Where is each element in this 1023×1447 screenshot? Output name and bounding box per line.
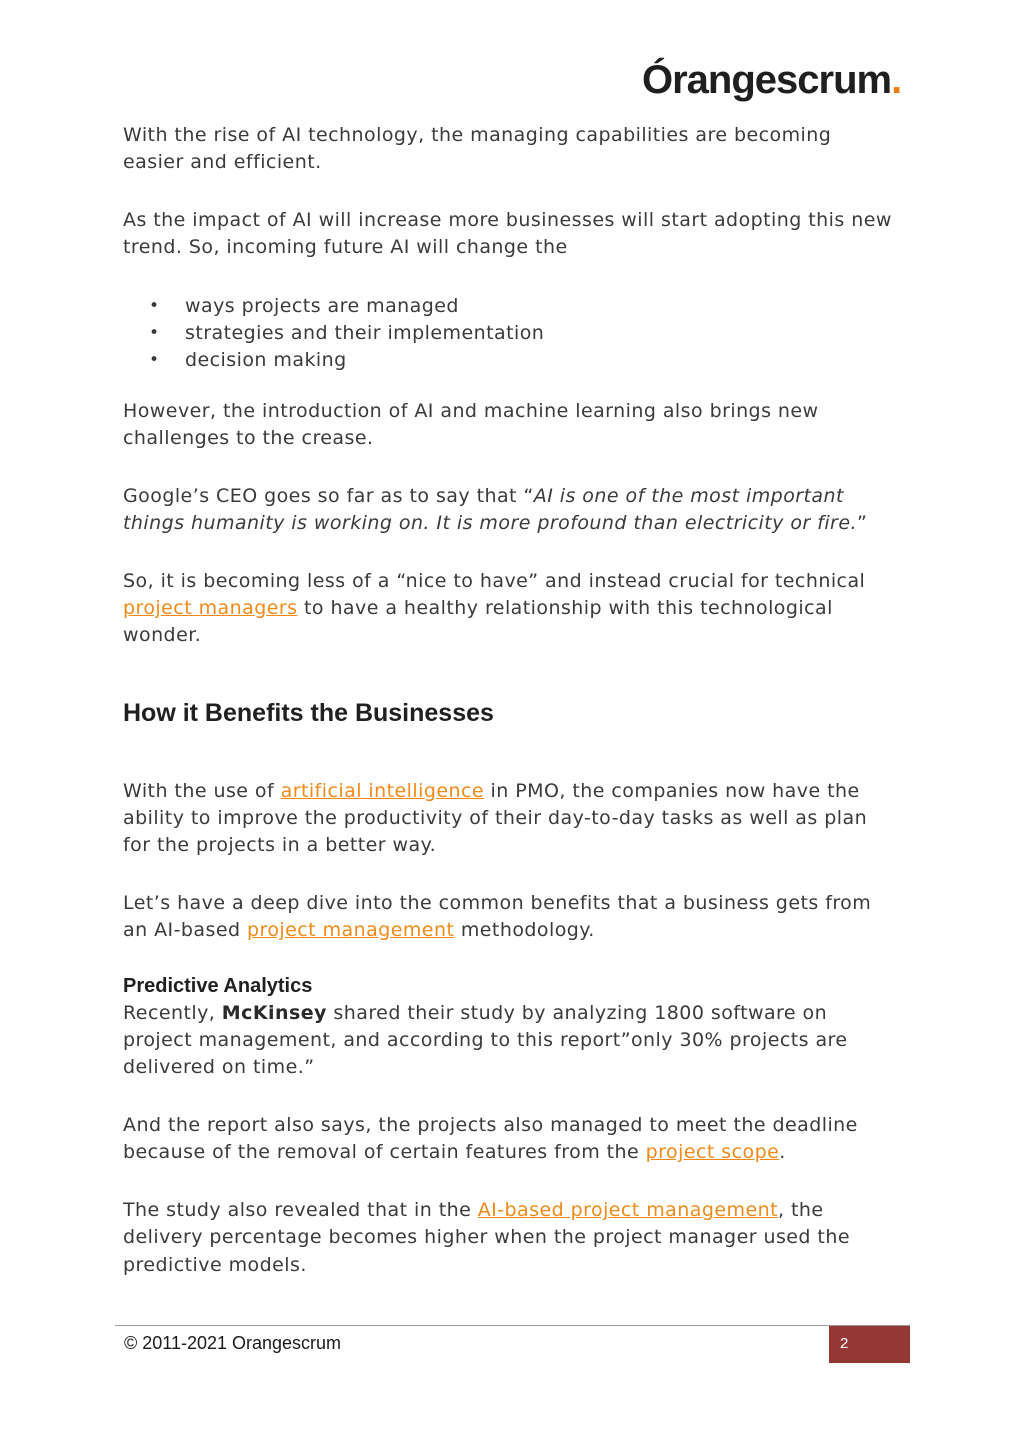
text-span: , the delivery percentage becomes higher when the project manager used the predictive models. (123, 1199, 850, 1276)
document-body (123, 122, 893, 1310)
text-span: in PMO, the companies now have the ability to improve the productivity of their day-to-day tasks as well as plan for the projects in a better way. (123, 779, 868, 857)
artificial-intelligence-link[interactable]: artificial intelligence (280, 779, 485, 802)
paragraph-nice-to-have (123, 568, 893, 650)
footer-divider (115, 1325, 910, 1326)
footer-copyright: © 2011-2021 Orangescrum (124, 1333, 342, 1353)
logo-dot: . (891, 58, 902, 102)
project-managers-link[interactable]: project managers (123, 597, 298, 620)
text-span: The study also revealed that in the (123, 1199, 478, 1222)
text-span: So, it is becoming less of a “nice to have” and instead crucial for technical (123, 569, 866, 592)
section-heading: How it Benefits the Businesses (123, 698, 494, 727)
logo-text: Órangescrum (642, 58, 892, 102)
paragraph-challenges: However, the introduction of AI and machine learning also brings new challenges to the crease. (123, 399, 819, 449)
text-span: methodology. (454, 919, 595, 942)
paragraph-ai-impact: As the impact of AI will increase more businesses will start adopting this new trend. So, incoming future AI will change the (123, 209, 892, 259)
text-span: Recently, (123, 1001, 222, 1024)
paragraph-ai-pmo (123, 778, 893, 860)
project-scope-link[interactable]: project scope (645, 1141, 780, 1164)
paragraph-ai-rise: With the rise of AI technology, the managing capabilities are becoming easier and efficient. (123, 124, 832, 174)
text-span: . (779, 1141, 786, 1164)
text-span: And the report also says, the projects also managed to meet the deadline because of the removal of certain features from the (123, 1114, 858, 1164)
text-span: Let’s have a deep dive into the common benefits that a business gets from an AI-based (123, 892, 872, 942)
text-span: shared their study by analyzing 1800 software on project management, and according to this report”only 30% projects are delivered on time.” (123, 1001, 848, 1079)
paragraph-google-quote (123, 483, 893, 538)
quote-prefix: Google’s CEO goes so far as to say that “ (123, 484, 534, 507)
list-item: • strategies and their implementation (123, 320, 893, 347)
text-span: to have a healthy relationship with this technological wonder. (123, 597, 833, 647)
change-list (123, 293, 893, 375)
quote-suffix: ” (856, 511, 868, 534)
subheading-predictive-analytics: Predictive Analytics (123, 974, 313, 997)
paragraph-deadline (123, 1112, 893, 1167)
mckinsey-bold: McKinsey (221, 1001, 327, 1024)
ai-based-project-management-link[interactable]: AI-based project management (477, 1199, 778, 1222)
page-number: 2 (840, 1335, 849, 1352)
paragraph-mckinsey (123, 1000, 893, 1082)
text-span: With the use of (123, 779, 281, 802)
list-item: • ways projects are managed (123, 293, 893, 320)
paragraph-predictive-models (123, 1197, 893, 1279)
project-management-link[interactable]: project management (246, 919, 455, 942)
list-item: • decision making (123, 347, 893, 374)
page-number-box (829, 1326, 910, 1363)
orangescrum-logo (642, 58, 901, 103)
paragraph-deep-dive (123, 890, 893, 945)
google-ceo-quote: AI is one of the most important things humanity is working on. It is more profound than electricity or fire. (123, 484, 857, 534)
